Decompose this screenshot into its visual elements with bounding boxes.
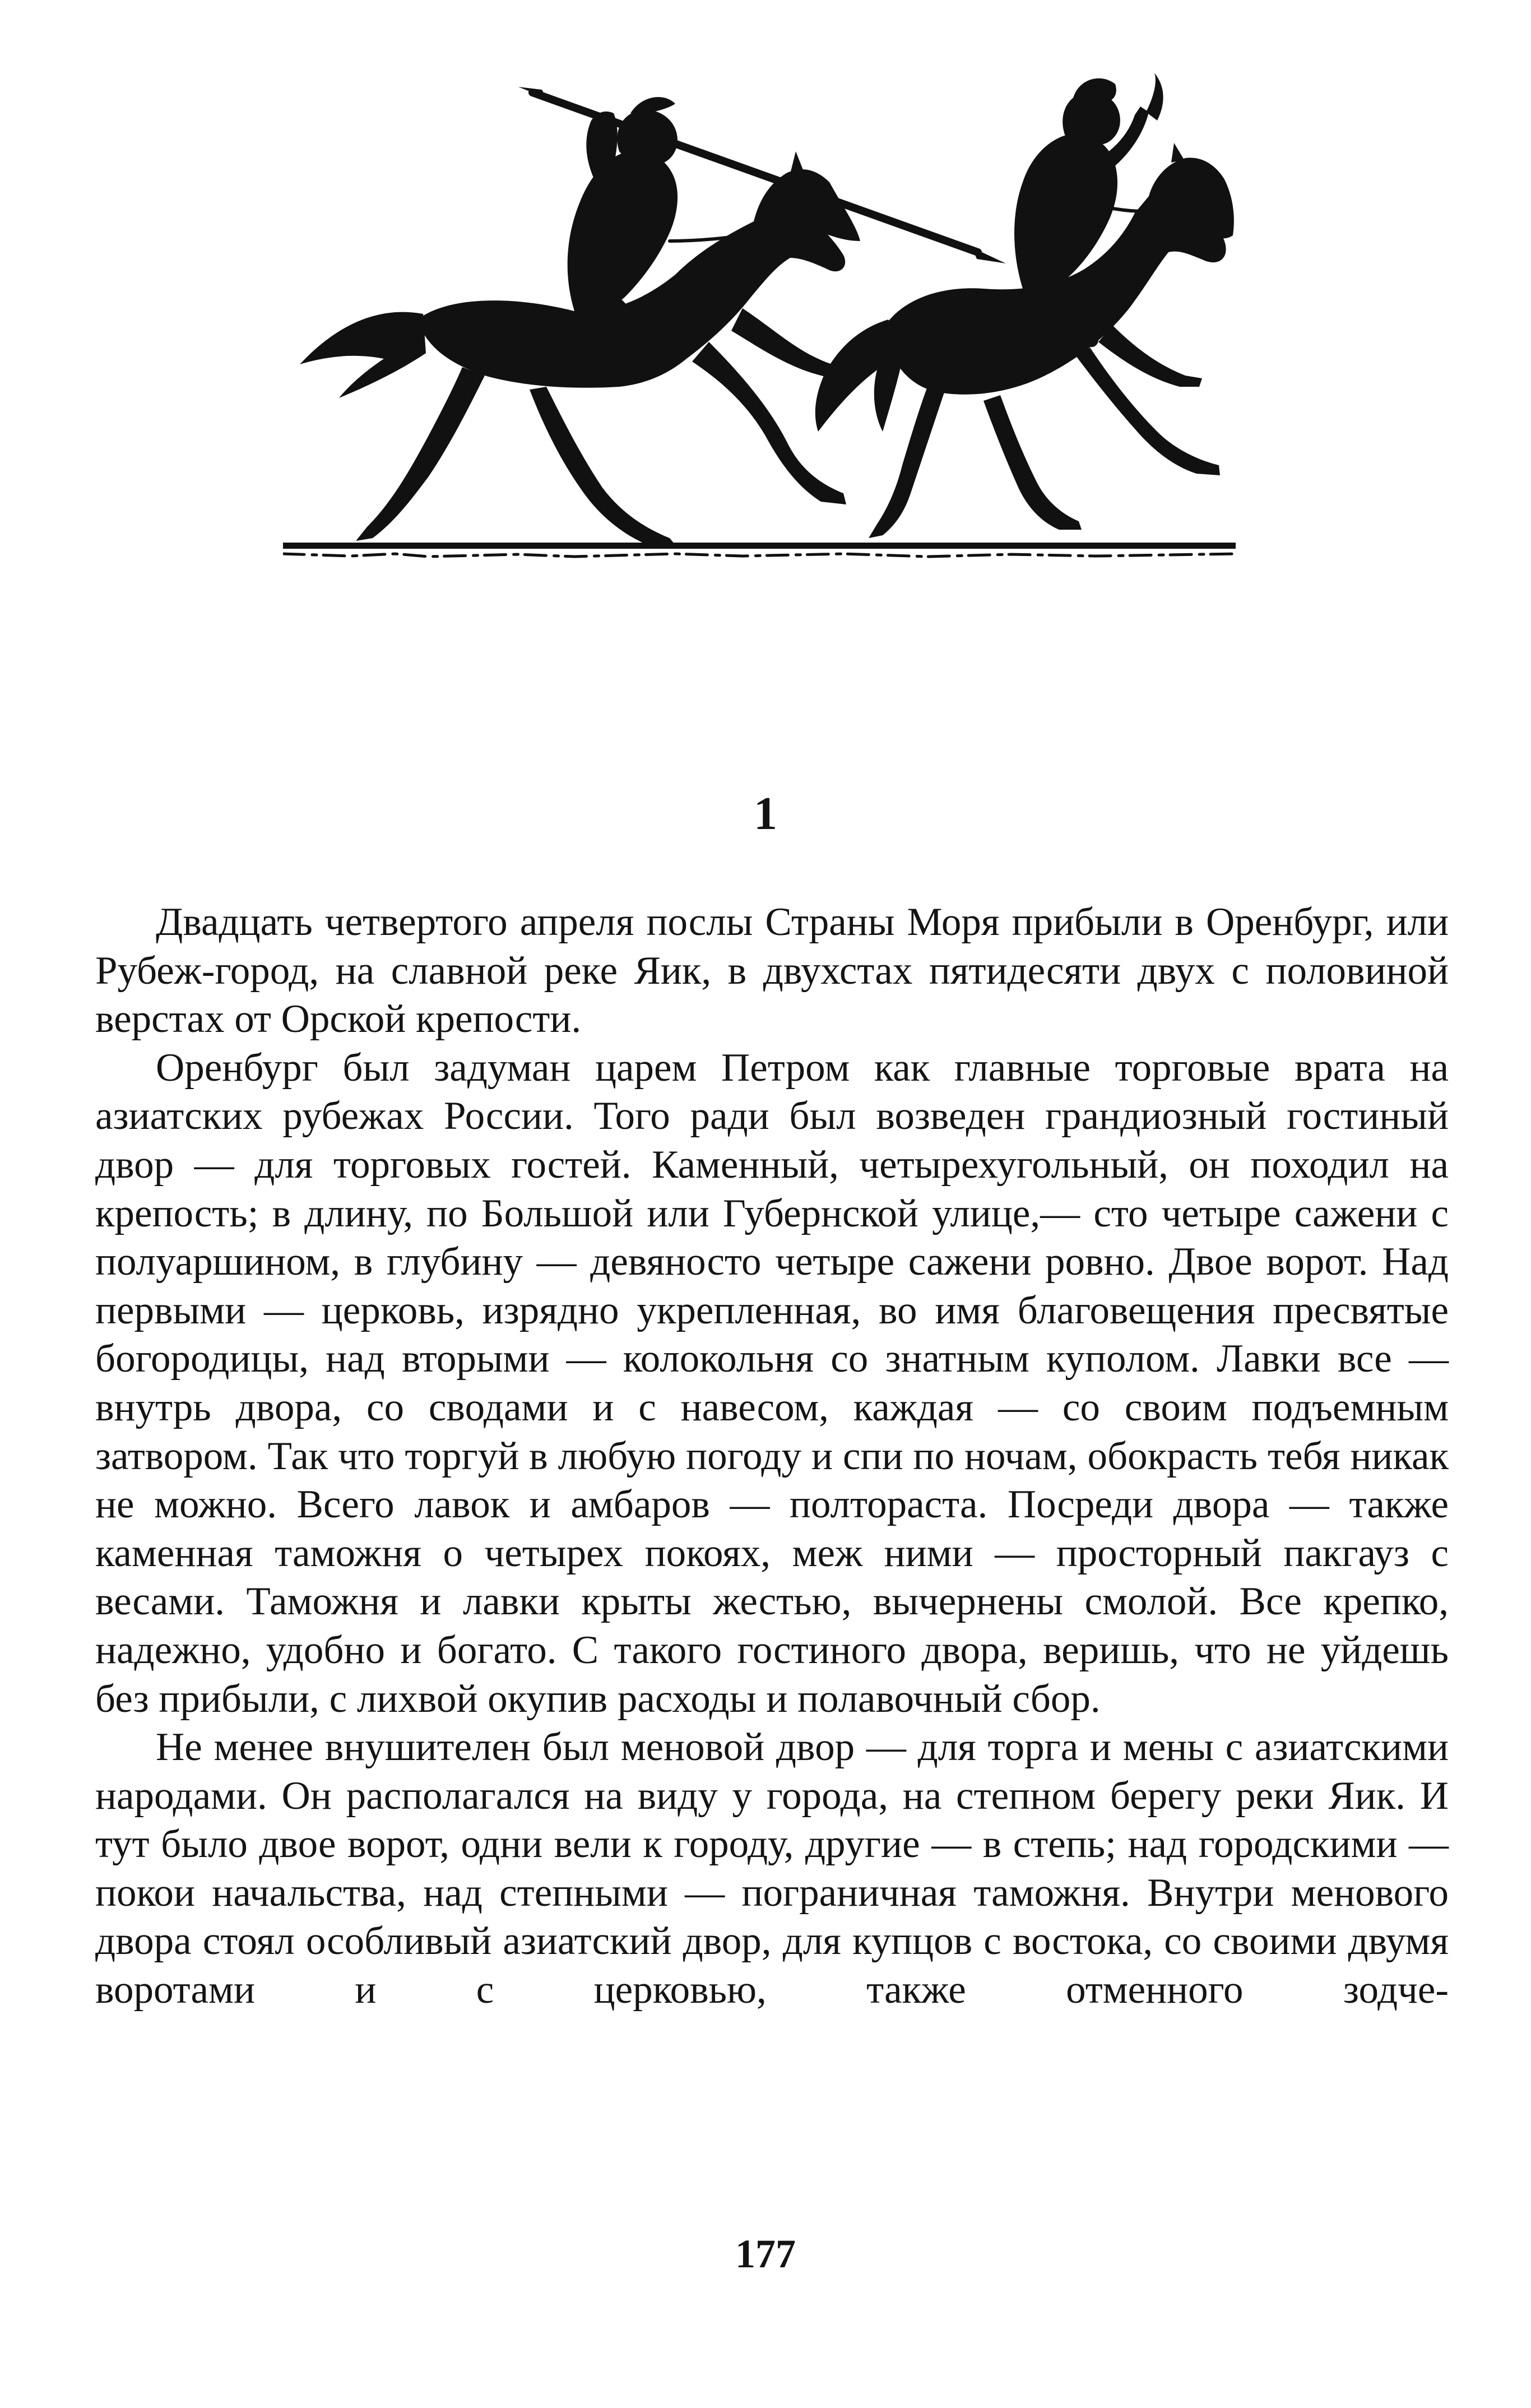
horsemen-illustration bbox=[283, 73, 1236, 566]
page-number: 177 bbox=[735, 2231, 796, 2276]
paragraph-2: Оренбург был задуман царем Петром как главные торговые врата на азиатских рубежах России. Того ради был возведен грандиозный гостиный двор — для торговых гостей. Каменный, четырехугольный, он походил на крепость; в длину, по Большой или Губернской улице,— сто четыре сажени с полуаршином, в глубину — девяносто четыре сажени ровно. Двое ворот. Над первыми — церковь, изрядно укрепленная, во имя благовещения пресвятые богородицы, над вторыми — колокольня со знатным куполом. Лавки все — внутрь двора, со сводами и с навесом, каждая — со своим подъемным затвором. Так что торгуй в любую погоду и спи по ночам, обокрасть тебя никак не можно. Всего лавок и амбаров — полтораста. Посреди двора — также каменная таможня о четырех покоях, меж ними — просторный пакгауз с весами. Таможня и лавки крыты жестью, вычернены смолой. Все крепко, надежно, удобно и богато. С такого гостиного двора, веришь, что не уйдешь без прибыли, с лихвой окупив расходы и полавочный сбор. bbox=[95, 1045, 1449, 1721]
paragraph-1: Двадцать четвертого апреля послы Страны Моря прибыли в Оренбург, или Рубеж-город, на славной реке Яик, в двухстах пятидесяти двух с половиной верстах от Орской крепости. bbox=[95, 900, 1449, 1041]
body-text bbox=[95, 898, 1449, 2015]
paragraph-3: Не менее внушителен был меновой двор — для торга и мены с азиатскими народами. Он располагался на виду у города, на степном берегу реки Яик. И тут было двое ворот, одни вели к городу, другие — в степь; над городскими — покои начальства, над степными — пограничная таможня. Внутри менового двора стоял особливый азиатский двор, для купцов с востока, со своими двумя воротами и с церковью, также отменного зодче- bbox=[95, 1725, 1449, 2012]
chapter-number: 1 bbox=[754, 788, 777, 840]
